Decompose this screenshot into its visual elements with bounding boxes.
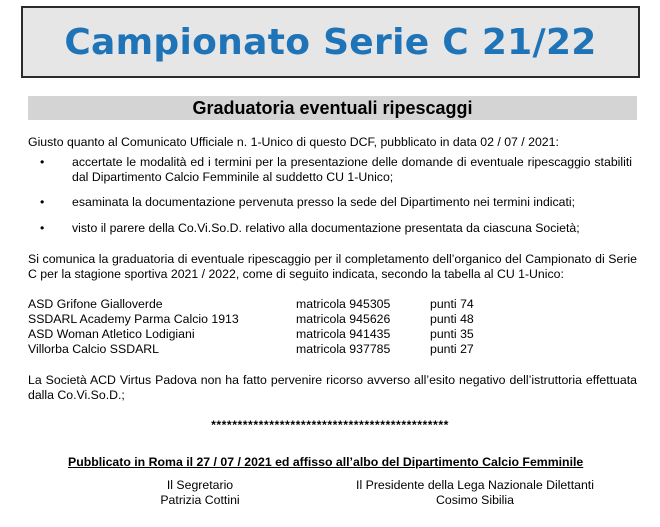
president-signature (330, 478, 620, 508)
intro-paragraph: Giusto quanto al Comunicato Ufficiale n. 1-Unico di questo DCF, pubblicato in data 02 / 07 / 2021: (28, 135, 559, 149)
team-name: ASD Woman Atletico Lodigiani (28, 327, 195, 341)
secretary-signature (130, 478, 270, 508)
note-paragraph: La Società ACD Virtus Padova non ha fatto pervenire ricorso avverso all’esito negativo dell’istruttoria effettuata dalla Co.Vi.So.D.; (28, 373, 637, 402)
team-matricola: matricola 945305 (296, 297, 391, 311)
publication-line: Pubblicato in Roma il 27 / 07 / 2021 ed affisso all’albo del Dipartimento Calcio Femminile (68, 455, 584, 469)
bullet-text: accertate le modalità ed i termini per la presentazione delle domande di eventuale ripescaggio stabiliti dal Dipartimento Calcio Femminile al suddetto CU 1-Unico; (72, 155, 632, 184)
page-title: Campionato Serie C 21/22 (64, 21, 597, 63)
secretary-role: Il Segretario (166, 478, 234, 492)
president-role: Il Presidente della Lega Nazionale Dilettanti (356, 478, 594, 492)
team-name: ASD Grifone Gialloverde (28, 297, 163, 311)
president-name: Cosimo Sibilia (436, 493, 514, 507)
team-matricola: matricola 937785 (296, 342, 391, 356)
title-banner (21, 6, 640, 78)
bullet-text: visto il parere della Co.Vi.So.D. relativo alla documentazione presentata da ciascuna Società; (72, 221, 580, 235)
separator: ********************************************* (211, 418, 449, 432)
bullet-item (40, 155, 640, 187)
document-subtitle: Graduatoria eventuali ripescaggi (192, 97, 473, 118)
team-points: punti 74 (430, 297, 474, 311)
team-points: punti 48 (430, 312, 474, 326)
team-matricola: matricola 945626 (296, 312, 391, 326)
bullet-icon: • (40, 221, 45, 235)
bullet-icon: • (40, 195, 45, 209)
team-name: SSDARL Academy Parma Calcio 1913 (28, 312, 239, 326)
team-points: punti 27 (430, 342, 474, 356)
bullet-text: esaminata la documentazione pervenuta presso la sede del Dipartimento nei termini indicati; (72, 195, 576, 209)
team-points: punti 35 (430, 327, 474, 341)
ranking-intro: Si comunica la graduatoria di eventuale ripescaggio per il completamento dell’organico del Campionato di Serie C per la stagione sportiva 2021 / 2022, come di seguito indicata, secondo la tabella al CU 1-Unico: (28, 252, 637, 281)
secretary-name: Patrizia Cottini (160, 493, 240, 507)
bullet-item (40, 195, 640, 211)
bullet-icon: • (40, 155, 45, 169)
subtitle-bar (28, 96, 637, 120)
team-name: Villorba Calcio SSDARL (28, 342, 159, 356)
bullet-item (40, 221, 640, 237)
team-matricola: matricola 941435 (296, 327, 391, 341)
